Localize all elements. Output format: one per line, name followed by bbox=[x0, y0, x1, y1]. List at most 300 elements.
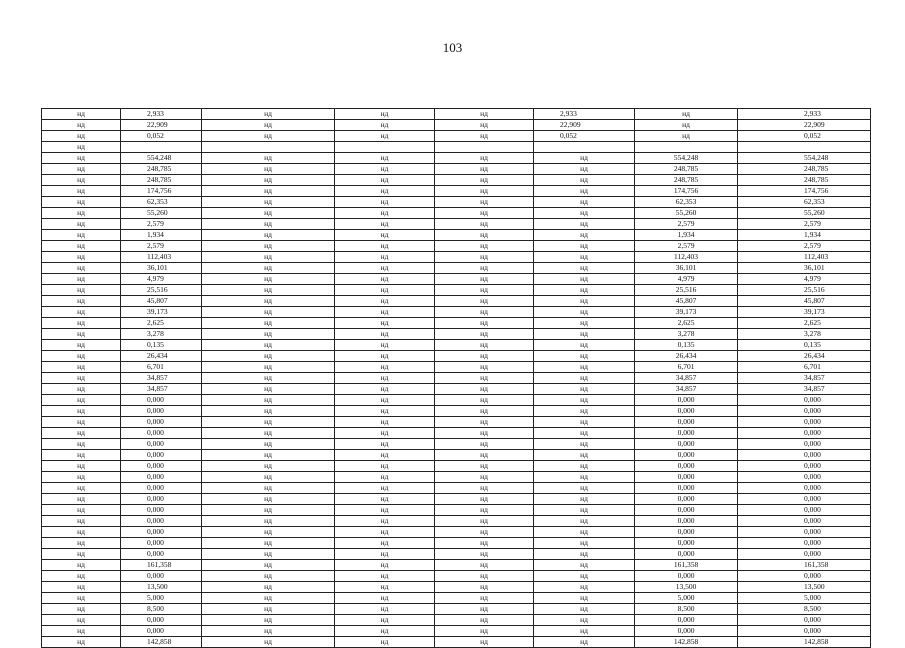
table-cell: 0,000 bbox=[121, 417, 202, 428]
table-cell: нд bbox=[435, 560, 534, 571]
table-cell: нд bbox=[202, 560, 335, 571]
table-cell: нд bbox=[435, 615, 534, 626]
table-cell: нд bbox=[534, 340, 635, 351]
table-cell: нд bbox=[335, 131, 435, 142]
table-cell: нд bbox=[202, 340, 335, 351]
table-cell: нд bbox=[42, 593, 121, 604]
table-cell: 55,260 bbox=[738, 208, 871, 219]
table-cell: нд bbox=[435, 483, 534, 494]
table-cell: нд bbox=[534, 230, 635, 241]
table-cell: 13,500 bbox=[121, 582, 202, 593]
table-cell: нд bbox=[42, 615, 121, 626]
table-cell: 0,135 bbox=[635, 340, 738, 351]
table-cell: нд bbox=[435, 428, 534, 439]
table-cell: нд bbox=[42, 516, 121, 527]
table-cell: нд bbox=[435, 186, 534, 197]
table-row bbox=[42, 626, 871, 637]
table-cell: нд bbox=[534, 395, 635, 406]
table-cell: 34,857 bbox=[635, 373, 738, 384]
table-cell: нд bbox=[534, 351, 635, 362]
table-cell: 5,000 bbox=[738, 593, 871, 604]
table-cell: 0,135 bbox=[121, 340, 202, 351]
table-cell: нд bbox=[335, 164, 435, 175]
table-cell: нд bbox=[635, 131, 738, 142]
table-cell: нд bbox=[202, 582, 335, 593]
table-cell: нд bbox=[534, 450, 635, 461]
table-cell: нд bbox=[335, 505, 435, 516]
table-cell: 0,000 bbox=[635, 505, 738, 516]
table-cell: 0,000 bbox=[635, 549, 738, 560]
table-cell: нд bbox=[635, 120, 738, 131]
table-cell: 0,000 bbox=[738, 428, 871, 439]
table-cell: нд bbox=[335, 230, 435, 241]
table-cell: нд bbox=[435, 120, 534, 131]
table-cell: нд bbox=[42, 483, 121, 494]
table-cell: нд bbox=[202, 395, 335, 406]
table-cell: 0,000 bbox=[121, 549, 202, 560]
table-cell: 174,756 bbox=[635, 186, 738, 197]
table-row bbox=[42, 373, 871, 384]
table-cell: нд bbox=[335, 219, 435, 230]
table-cell: 0,000 bbox=[635, 494, 738, 505]
table-cell bbox=[121, 142, 202, 153]
table-cell: 2,933 bbox=[738, 109, 871, 120]
table-cell: нд bbox=[635, 109, 738, 120]
table-cell: нд bbox=[202, 164, 335, 175]
table-cell: 0,000 bbox=[738, 527, 871, 538]
table-cell: 0,000 bbox=[738, 483, 871, 494]
table-cell: нд bbox=[42, 494, 121, 505]
table-cell: нд bbox=[335, 604, 435, 615]
table-cell: 161,358 bbox=[121, 560, 202, 571]
table-cell: нд bbox=[202, 406, 335, 417]
table-cell: нд bbox=[335, 461, 435, 472]
table-cell: нд bbox=[42, 428, 121, 439]
table-cell: нд bbox=[435, 417, 534, 428]
table-cell: 1,934 bbox=[738, 230, 871, 241]
table-cell: 0,000 bbox=[121, 626, 202, 637]
table-cell: 13,500 bbox=[738, 582, 871, 593]
table-cell: нд bbox=[335, 241, 435, 252]
table-cell: нд bbox=[42, 538, 121, 549]
table-row bbox=[42, 505, 871, 516]
table-cell: нд bbox=[435, 351, 534, 362]
table-cell: нд bbox=[435, 197, 534, 208]
table-cell: нд bbox=[335, 252, 435, 263]
table-cell: нд bbox=[335, 329, 435, 340]
table-cell: нд bbox=[435, 252, 534, 263]
table-cell: нд bbox=[335, 208, 435, 219]
table-cell: 112,403 bbox=[635, 252, 738, 263]
table-cell: нд bbox=[335, 395, 435, 406]
table-cell: 0,000 bbox=[121, 406, 202, 417]
table-row bbox=[42, 472, 871, 483]
table-cell: нд bbox=[534, 439, 635, 450]
table-cell: нд bbox=[435, 208, 534, 219]
table-cell: нд bbox=[202, 439, 335, 450]
table-cell: нд bbox=[335, 340, 435, 351]
table-cell: нд bbox=[435, 219, 534, 230]
table-cell: нд bbox=[534, 241, 635, 252]
table-cell: нд bbox=[435, 274, 534, 285]
table-cell: 34,857 bbox=[121, 373, 202, 384]
table-cell: 0,000 bbox=[635, 472, 738, 483]
table-cell: нд bbox=[335, 109, 435, 120]
table-cell: 0,000 bbox=[738, 395, 871, 406]
table-cell: нд bbox=[42, 604, 121, 615]
table-cell: нд bbox=[335, 274, 435, 285]
table-row bbox=[42, 494, 871, 505]
table-cell: 2,625 bbox=[738, 318, 871, 329]
table-cell: нд bbox=[202, 252, 335, 263]
table-cell: нд bbox=[335, 296, 435, 307]
table-row bbox=[42, 142, 871, 153]
table-cell: 161,358 bbox=[635, 560, 738, 571]
table-cell: 142,858 bbox=[635, 637, 738, 648]
table-cell: 0,000 bbox=[635, 428, 738, 439]
table-cell: 0,000 bbox=[635, 483, 738, 494]
table-cell: 0,000 bbox=[738, 626, 871, 637]
table-cell: нд bbox=[435, 329, 534, 340]
table-cell: 13,500 bbox=[635, 582, 738, 593]
table-cell: нд bbox=[335, 417, 435, 428]
table-cell: 0,000 bbox=[738, 406, 871, 417]
table-cell: нд bbox=[435, 439, 534, 450]
table-cell: нд bbox=[42, 362, 121, 373]
table-cell: 0,000 bbox=[635, 516, 738, 527]
table-cell: нд bbox=[435, 494, 534, 505]
table-cell: нд bbox=[42, 296, 121, 307]
table-cell: нд bbox=[335, 263, 435, 274]
table-cell: 0,000 bbox=[738, 516, 871, 527]
table-cell: 3,278 bbox=[738, 329, 871, 340]
table-row bbox=[42, 560, 871, 571]
table-cell: 0,000 bbox=[121, 494, 202, 505]
table-row bbox=[42, 208, 871, 219]
table-cell: нд bbox=[335, 153, 435, 164]
table-body bbox=[42, 109, 871, 648]
table-cell: 2,579 bbox=[635, 219, 738, 230]
table-row bbox=[42, 406, 871, 417]
table-cell: нд bbox=[202, 274, 335, 285]
table-cell: нд bbox=[202, 538, 335, 549]
table-cell: нд bbox=[42, 307, 121, 318]
table-cell: 2,579 bbox=[738, 241, 871, 252]
table-cell: нд bbox=[435, 549, 534, 560]
table-cell: 25,516 bbox=[635, 285, 738, 296]
table-cell: 554,248 bbox=[738, 153, 871, 164]
table-cell: 22,909 bbox=[534, 120, 635, 131]
table-cell: 142,858 bbox=[121, 637, 202, 648]
table-cell: 4,979 bbox=[635, 274, 738, 285]
table-cell: нд bbox=[435, 373, 534, 384]
table-cell: 62,353 bbox=[635, 197, 738, 208]
table-cell: 0,000 bbox=[738, 472, 871, 483]
table-cell: нд bbox=[435, 318, 534, 329]
table-cell: 2,579 bbox=[121, 241, 202, 252]
table-cell: нд bbox=[435, 593, 534, 604]
table-cell: нд bbox=[435, 263, 534, 274]
table-cell: нд bbox=[534, 384, 635, 395]
table-cell: нд bbox=[534, 164, 635, 175]
table-cell: нд bbox=[534, 362, 635, 373]
table-cell: нд bbox=[534, 153, 635, 164]
table-cell: нд bbox=[335, 582, 435, 593]
table-row bbox=[42, 175, 871, 186]
table-cell: нд bbox=[435, 384, 534, 395]
table-cell: нд bbox=[42, 329, 121, 340]
table-row bbox=[42, 549, 871, 560]
table-cell: 0,052 bbox=[738, 131, 871, 142]
table-cell: 4,979 bbox=[738, 274, 871, 285]
table-cell: 8,500 bbox=[121, 604, 202, 615]
table-cell: нд bbox=[42, 274, 121, 285]
table-cell: нд bbox=[202, 186, 335, 197]
table-cell: нд bbox=[534, 582, 635, 593]
table-cell: нд bbox=[335, 626, 435, 637]
table-cell: 8,500 bbox=[738, 604, 871, 615]
table-cell: 26,434 bbox=[738, 351, 871, 362]
table-row bbox=[42, 252, 871, 263]
table-cell: нд bbox=[435, 285, 534, 296]
table-cell: нд bbox=[42, 351, 121, 362]
table-cell: нд bbox=[42, 241, 121, 252]
table-cell: 248,785 bbox=[738, 175, 871, 186]
table-cell: нд bbox=[335, 406, 435, 417]
table-row bbox=[42, 516, 871, 527]
table-row bbox=[42, 120, 871, 131]
table-cell: нд bbox=[335, 175, 435, 186]
table-cell: нд bbox=[335, 439, 435, 450]
table-cell: нд bbox=[42, 219, 121, 230]
table-cell: 6,701 bbox=[738, 362, 871, 373]
table-cell: нд bbox=[335, 593, 435, 604]
table-cell: нд bbox=[42, 472, 121, 483]
table-cell: нд bbox=[435, 604, 534, 615]
table-cell: нд bbox=[42, 527, 121, 538]
table-cell: нд bbox=[435, 637, 534, 648]
table-cell: 34,857 bbox=[738, 384, 871, 395]
table-row bbox=[42, 285, 871, 296]
table-cell: нд bbox=[202, 516, 335, 527]
table-cell: 62,353 bbox=[121, 197, 202, 208]
table-row bbox=[42, 351, 871, 362]
table-cell: 3,278 bbox=[121, 329, 202, 340]
table-cell: 0,000 bbox=[121, 472, 202, 483]
table-cell: нд bbox=[202, 472, 335, 483]
table-cell: 2,625 bbox=[121, 318, 202, 329]
table-cell: 39,173 bbox=[738, 307, 871, 318]
table-cell: нд bbox=[534, 505, 635, 516]
table-cell: нд bbox=[202, 296, 335, 307]
table-cell: 0,000 bbox=[635, 461, 738, 472]
table-cell: нд bbox=[202, 307, 335, 318]
table-cell: нд bbox=[335, 197, 435, 208]
table-cell: нд bbox=[435, 472, 534, 483]
table-cell bbox=[335, 142, 435, 153]
table-cell: 112,403 bbox=[738, 252, 871, 263]
table-cell bbox=[635, 142, 738, 153]
table-cell: нд bbox=[435, 340, 534, 351]
table-cell bbox=[202, 142, 335, 153]
table-cell: нд bbox=[534, 538, 635, 549]
table-cell: нд bbox=[42, 582, 121, 593]
table-row bbox=[42, 362, 871, 373]
table-cell: нд bbox=[202, 230, 335, 241]
table-cell: нд bbox=[534, 593, 635, 604]
table-cell: нд bbox=[202, 153, 335, 164]
table-cell: 0,000 bbox=[121, 483, 202, 494]
table-cell: 248,785 bbox=[121, 164, 202, 175]
table-cell: нд bbox=[335, 373, 435, 384]
table-cell: нд bbox=[202, 505, 335, 516]
table-cell: 8,500 bbox=[635, 604, 738, 615]
table-cell: нд bbox=[534, 406, 635, 417]
table-cell: нд bbox=[335, 351, 435, 362]
table-cell: 161,358 bbox=[738, 560, 871, 571]
table-row bbox=[42, 131, 871, 142]
table-cell: нд bbox=[534, 549, 635, 560]
table-cell: нд bbox=[42, 153, 121, 164]
table-cell: 4,979 bbox=[121, 274, 202, 285]
table-row bbox=[42, 395, 871, 406]
table-row bbox=[42, 538, 871, 549]
table-cell: нд bbox=[42, 560, 121, 571]
table-cell: нд bbox=[534, 494, 635, 505]
table-cell: нд bbox=[534, 527, 635, 538]
table-cell: нд bbox=[202, 263, 335, 274]
table-cell: 0,000 bbox=[738, 439, 871, 450]
table-row bbox=[42, 428, 871, 439]
table-cell: нд bbox=[534, 285, 635, 296]
table-cell: нд bbox=[335, 516, 435, 527]
table-cell: 0,000 bbox=[635, 395, 738, 406]
table-row bbox=[42, 615, 871, 626]
table-cell: 0,000 bbox=[738, 615, 871, 626]
table-cell: 142,858 bbox=[738, 637, 871, 648]
table-row bbox=[42, 604, 871, 615]
table-cell: нд bbox=[202, 604, 335, 615]
table-cell: нд bbox=[435, 450, 534, 461]
table-cell: нд bbox=[202, 285, 335, 296]
table-cell: нд bbox=[534, 329, 635, 340]
table-cell: нд bbox=[534, 417, 635, 428]
table-cell: 0,000 bbox=[121, 527, 202, 538]
table-cell: нд bbox=[435, 538, 534, 549]
table-cell: нд bbox=[534, 318, 635, 329]
table-cell: 0,000 bbox=[635, 538, 738, 549]
table-cell: 0,000 bbox=[121, 538, 202, 549]
table-row bbox=[42, 571, 871, 582]
table-cell: 0,000 bbox=[635, 626, 738, 637]
table-cell: нд bbox=[335, 307, 435, 318]
table-cell: нд bbox=[42, 186, 121, 197]
table-row bbox=[42, 186, 871, 197]
table-cell: нд bbox=[435, 461, 534, 472]
table-cell: нд bbox=[435, 164, 534, 175]
table-cell: 0,000 bbox=[635, 527, 738, 538]
table-cell: нд bbox=[202, 351, 335, 362]
table-cell: нд bbox=[335, 362, 435, 373]
table-cell: 554,248 bbox=[635, 153, 738, 164]
table-cell: 0,000 bbox=[635, 406, 738, 417]
table-cell: нд bbox=[42, 373, 121, 384]
table-cell: нд bbox=[42, 549, 121, 560]
table-row bbox=[42, 329, 871, 340]
table-cell: нд bbox=[202, 417, 335, 428]
table-cell: нд bbox=[202, 549, 335, 560]
table-cell: 1,934 bbox=[635, 230, 738, 241]
table-row bbox=[42, 340, 871, 351]
table-cell: нд bbox=[202, 494, 335, 505]
table-cell: нд bbox=[534, 307, 635, 318]
table-cell: нд bbox=[534, 637, 635, 648]
table-cell: нд bbox=[534, 461, 635, 472]
table-cell: 45,807 bbox=[738, 296, 871, 307]
table-cell: нд bbox=[42, 120, 121, 131]
table-cell: 0,000 bbox=[121, 571, 202, 582]
table-cell: нд bbox=[534, 472, 635, 483]
table-cell: нд bbox=[202, 450, 335, 461]
table-cell: нд bbox=[42, 637, 121, 648]
table-cell: 1,934 bbox=[121, 230, 202, 241]
table-cell: нд bbox=[202, 219, 335, 230]
table-cell: 36,101 bbox=[121, 263, 202, 274]
table-cell: 45,807 bbox=[635, 296, 738, 307]
table-cell: нд bbox=[534, 560, 635, 571]
table-cell: нд bbox=[435, 362, 534, 373]
table-cell: нд bbox=[42, 252, 121, 263]
table-row bbox=[42, 637, 871, 648]
table-cell: нд bbox=[202, 197, 335, 208]
table-cell: нд bbox=[435, 109, 534, 120]
table-cell: нд bbox=[42, 450, 121, 461]
table-cell: нд bbox=[435, 241, 534, 252]
table-cell: нд bbox=[202, 626, 335, 637]
table-cell: 0,052 bbox=[121, 131, 202, 142]
table-cell: 0,000 bbox=[121, 615, 202, 626]
table-cell: 0,052 bbox=[534, 131, 635, 142]
table-cell: нд bbox=[42, 109, 121, 120]
table-cell: 0,000 bbox=[121, 516, 202, 527]
table-cell: нд bbox=[534, 197, 635, 208]
table-cell: нд bbox=[435, 406, 534, 417]
table-cell: нд bbox=[534, 252, 635, 263]
table-cell: 36,101 bbox=[738, 263, 871, 274]
table-cell: 248,785 bbox=[635, 175, 738, 186]
table-row bbox=[42, 483, 871, 494]
table-row bbox=[42, 384, 871, 395]
table-cell: 0,000 bbox=[738, 461, 871, 472]
table-cell: 25,516 bbox=[121, 285, 202, 296]
table-cell: нд bbox=[335, 549, 435, 560]
table-cell: нд bbox=[335, 637, 435, 648]
table-cell: 62,353 bbox=[738, 197, 871, 208]
table-cell: нд bbox=[202, 175, 335, 186]
table-cell: 2,933 bbox=[534, 109, 635, 120]
table-cell: 34,857 bbox=[738, 373, 871, 384]
table-cell: нд bbox=[202, 373, 335, 384]
table-cell: 248,785 bbox=[738, 164, 871, 175]
table-cell: 248,785 bbox=[635, 164, 738, 175]
table-cell: нд bbox=[534, 208, 635, 219]
table-cell: 34,857 bbox=[121, 384, 202, 395]
table-cell: 0,000 bbox=[738, 450, 871, 461]
table-cell: нд bbox=[42, 571, 121, 582]
table-cell: нд bbox=[202, 131, 335, 142]
table-row bbox=[42, 164, 871, 175]
table-cell: нд bbox=[335, 494, 435, 505]
